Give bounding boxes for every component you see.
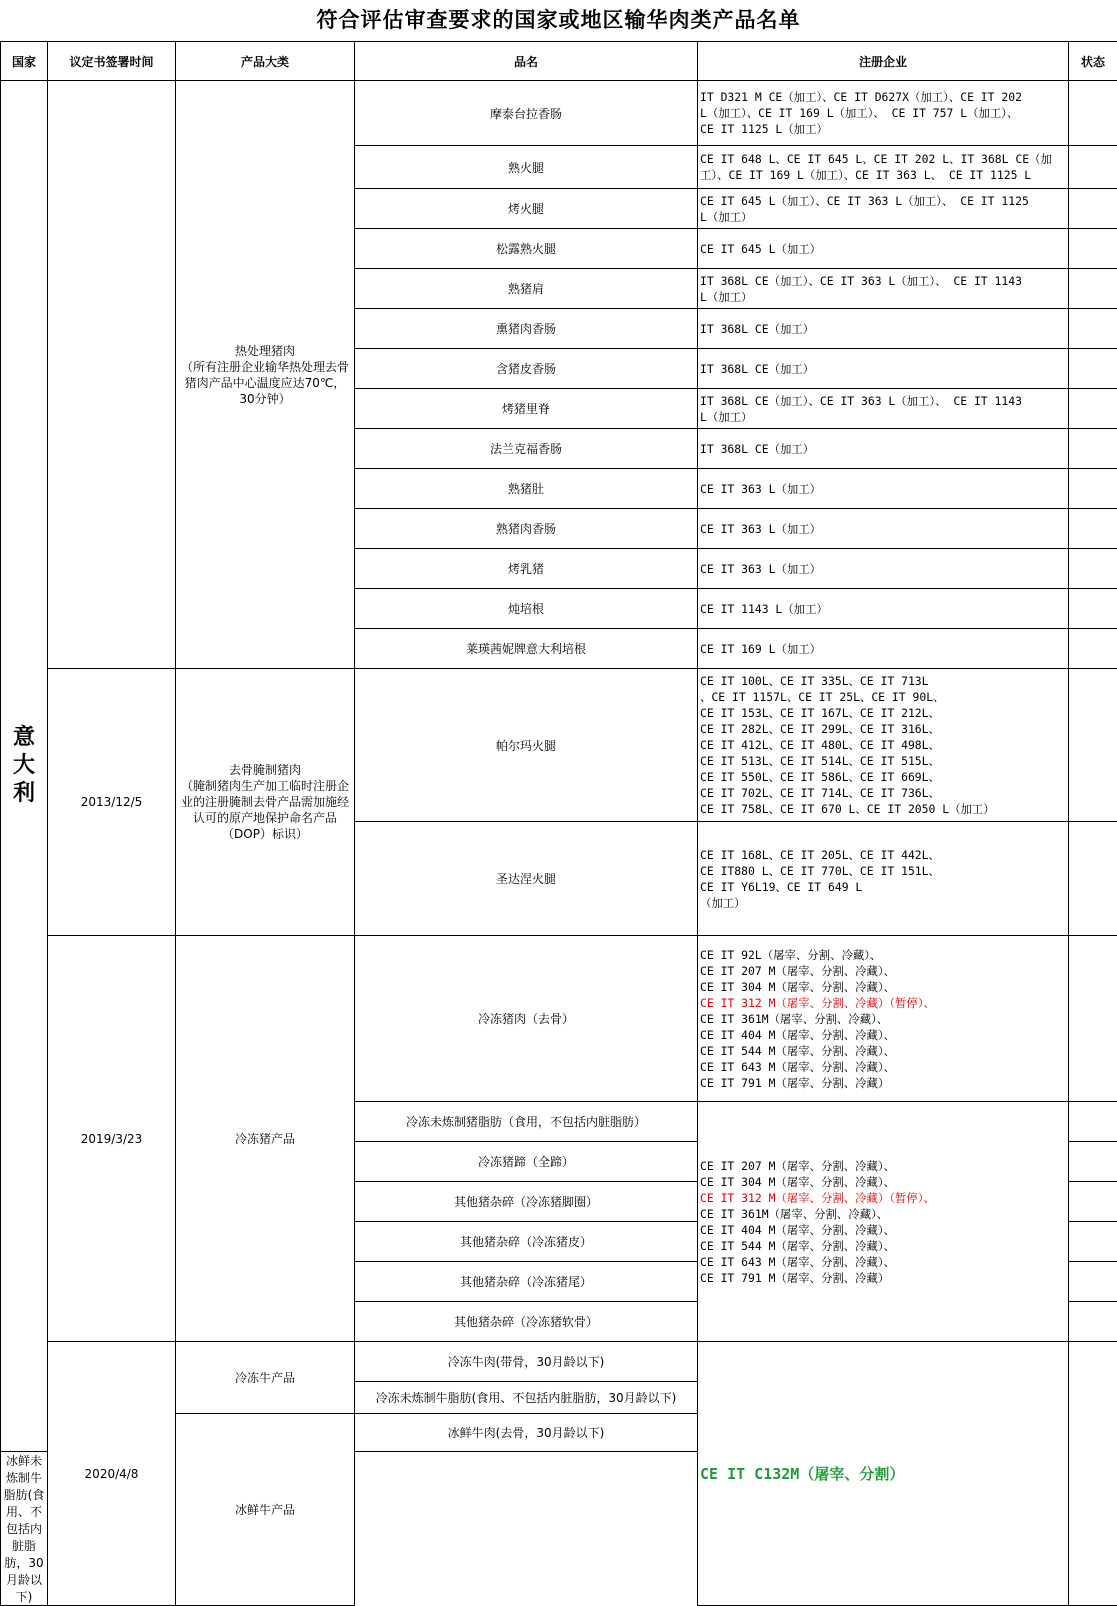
enterprise-cell: CE IT 363 L（加工）	[698, 509, 1069, 549]
status-cell	[1069, 81, 1117, 146]
product-name: 冷冻牛肉(带骨，30月龄以下)	[355, 1342, 698, 1382]
product-name: 炖培根	[355, 589, 698, 629]
header-row	[1, 42, 1117, 81]
table-row	[1, 1342, 1117, 1382]
product-name: 熟猪肉香肠	[355, 509, 698, 549]
status-cell	[1069, 629, 1117, 669]
status-cell	[1069, 1222, 1117, 1262]
product-name: 其他猪杂碎（冷冻猪尾）	[355, 1262, 698, 1302]
enterprise-list: CE IT 361M（屠宰、分割、冷藏）、 CE IT 404 M（屠宰、分割、冷藏）、 CE IT 544 M（屠宰、分割、冷藏）、 CE IT 643 M（屠宰、分割、冷藏）、 CE IT 791 M（屠宰、分割、冷藏）	[700, 1207, 895, 1285]
product-name: 烤火腿	[355, 189, 698, 229]
status-cell	[1069, 1182, 1117, 1222]
product-name: 熏猪肉香肠	[355, 309, 698, 349]
status-cell	[1069, 669, 1117, 822]
header-product-name: 品名	[355, 42, 698, 81]
header-status: 状态	[1069, 42, 1117, 81]
product-name: 冰鲜未炼制牛脂肪(食用、不包括内脏脂肪，30月龄以下)	[1, 1452, 48, 1606]
product-name: 松露熟火腿	[355, 229, 698, 269]
product-name: 冷冻未炼制牛脂肪(食用、不包括内脏脂肪，30月龄以下)	[355, 1382, 698, 1414]
enterprise-cell	[698, 936, 1069, 1102]
category-cell: 去骨腌制猪肉 （腌制猪肉生产加工临时注册企业的注册腌制去骨产品需加施经认可的原产地保护命名产品（DOP）标识）	[176, 669, 355, 936]
table-row	[1, 669, 1117, 822]
product-name: 烤乳猪	[355, 549, 698, 589]
header-category: 产品大类	[176, 42, 355, 81]
enterprise-cell: IT 368L CE（加工）、CE IT 363 L（加工）、 CE IT 1143 L（加工）	[698, 269, 1069, 309]
status-cell	[1069, 549, 1117, 589]
enterprise-list: CE IT 207 M（屠宰、分割、冷藏）、 CE IT 304 M（屠宰、分割、冷藏）、	[700, 1159, 895, 1189]
date-cell: 2020/4/8	[48, 1342, 176, 1606]
header-country: 国家	[1, 42, 48, 81]
table-row	[1, 81, 1117, 146]
product-name: 其他猪杂碎（冷冻猪脚圈）	[355, 1182, 698, 1222]
product-name: 冷冻猪肉（去骨）	[355, 936, 698, 1102]
category-cell: 冰鲜牛产品	[176, 1414, 355, 1606]
header-date: 议定书签署时间	[48, 42, 176, 81]
enterprise-cell: CE IT 100L、CE IT 335L、CE IT 713L 、CE IT 1157L、CE IT 25L、CE IT 90L、 CE IT 153L、CE IT 167L、CE IT 212L、 CE IT 282L、CE IT 299L、CE IT 316L、 CE IT 412L、CE IT 480L、CE IT 498L、 CE IT 513L、CE IT 514L、CE IT 515L、 CE IT 550L、CE IT 586L、CE IT 669L、 CE IT 702L、CE IT 714L、CE IT 736L、 CE IT 758L、CE IT 670 L、CE IT 2050 L（加工）	[698, 669, 1069, 822]
enterprise-cell: IT D321 M CE（加工）、CE IT D627X（加工）、CE IT 202 L（加工）、CE IT 169 L（加工）、 CE IT 757 L（加工）、 CE IT 1125 L（加工）	[698, 81, 1069, 146]
product-name: 其他猪杂碎（冷冻猪软骨）	[355, 1302, 698, 1342]
enterprise-cell: CE IT 363 L（加工）	[698, 469, 1069, 509]
enterprise-cell: IT 368L CE（加工）、CE IT 363 L（加工）、 CE IT 1143 L（加工）	[698, 389, 1069, 429]
status-cell	[1069, 146, 1117, 189]
status-cell	[1069, 1302, 1117, 1342]
enterprise-list: CE IT 92L（屠宰、分割、冷藏）、 CE IT 207 M（屠宰、分割、冷藏）、 CE IT 304 M（屠宰、分割、冷藏）、	[700, 948, 895, 994]
table-row	[1, 936, 1117, 1102]
category-cell: 冷冻牛产品	[176, 1342, 355, 1414]
enterprise-cell: IT 368L CE（加工）	[698, 429, 1069, 469]
enterprise-cell: CE IT 363 L（加工）	[698, 549, 1069, 589]
country-cell	[1, 81, 48, 1452]
product-name: 冷冻猪蹄（全蹄）	[355, 1142, 698, 1182]
enterprise-cell: CE IT 645 L（加工）、CE IT 363 L（加工）、 CE IT 1125 L（加工）	[698, 189, 1069, 229]
enterprise-cell: CE IT 1143 L（加工）	[698, 589, 1069, 629]
category-cell: 冷冻猪产品	[176, 936, 355, 1342]
enterprise-cell: CE IT 648 L、CE IT 645 L、CE IT 202 L、IT 368L CE（加 工）、CE IT 169 L（加工）、CE IT 363 L、 CE IT 1125 L	[698, 146, 1069, 189]
product-name: 熟猪肚	[355, 469, 698, 509]
status-cell	[1069, 1102, 1117, 1142]
enterprise-cell: IT 368L CE（加工）	[698, 309, 1069, 349]
product-name: 烤猪里脊	[355, 389, 698, 429]
status-cell	[1069, 1262, 1117, 1302]
status-cell	[1069, 309, 1117, 349]
product-name: 其他猪杂碎（冷冻猪皮）	[355, 1222, 698, 1262]
enterprise-cell: IT 368L CE（加工）	[698, 349, 1069, 389]
enterprise-cell: CE IT 168L、CE IT 205L、CE IT 442L、 CE IT880 L、CE IT 770L、CE IT 151L、 CE IT Y6L19、CE IT 649 L （加工）	[698, 822, 1069, 936]
header-enterprise: 注册企业	[698, 42, 1069, 81]
country-name	[1, 724, 47, 808]
status-cell	[1069, 269, 1117, 309]
status-cell	[1069, 822, 1117, 936]
status-cell	[1069, 389, 1117, 429]
product-name: 含猪皮香肠	[355, 349, 698, 389]
product-name: 摩泰台拉香肠	[355, 81, 698, 146]
country-char: 利	[1, 780, 47, 808]
product-table	[0, 41, 1117, 1606]
status-cell	[1069, 469, 1117, 509]
country-char: 意	[1, 724, 47, 752]
enterprise-list: CE IT 361M（屠宰、分割、冷藏）、 CE IT 404 M（屠宰、分割、冷藏）、 CE IT 544 M（屠宰、分割、冷藏）、 CE IT 643 M（屠宰、分割、冷藏）、 CE IT 791 M（屠宰、分割、冷藏）	[700, 1012, 895, 1090]
product-name: 法兰克福香肠	[355, 429, 698, 469]
page-title: 符合评估审查要求的国家或地区输华肉类产品名单	[0, 0, 1117, 41]
status-cell	[1069, 589, 1117, 629]
date-cell-empty	[48, 81, 176, 669]
status-cell	[1069, 1342, 1117, 1606]
status-cell	[1069, 1142, 1117, 1182]
enterprise-cell: CE IT 645 L（加工）	[698, 229, 1069, 269]
product-name: 熟猪肩	[355, 269, 698, 309]
status-cell	[1069, 189, 1117, 229]
status-cell	[1069, 936, 1117, 1102]
status-cell	[1069, 349, 1117, 389]
suspended-enterprise: CE IT 312 M（屠宰、分割、冷藏）（暂停）、	[700, 1191, 935, 1205]
product-name: 冷冻未炼制猪脂肪（食用，不包括内脏脂肪）	[355, 1102, 698, 1142]
country-char: 大	[1, 752, 47, 780]
suspended-enterprise: CE IT 312 M（屠宰、分割、冷藏）（暂停）、	[700, 996, 935, 1010]
product-name: 圣达涅火腿	[355, 822, 698, 936]
enterprise-cell-highlight: CE IT C132M（屠宰、分割）	[698, 1342, 1069, 1606]
status-cell	[1069, 429, 1117, 469]
status-cell	[1069, 509, 1117, 549]
product-name: 帕尔玛火腿	[355, 669, 698, 822]
enterprise-cell	[698, 1102, 1069, 1342]
product-name: 冰鲜牛肉(去骨，30月龄以下)	[355, 1414, 698, 1452]
product-name: 莱瑛茜妮牌意大利培根	[355, 629, 698, 669]
enterprise-cell: CE IT 169 L（加工）	[698, 629, 1069, 669]
date-cell: 2019/3/23	[48, 936, 176, 1342]
product-name: 熟火腿	[355, 146, 698, 189]
status-cell	[1069, 229, 1117, 269]
category-cell: 热处理猪肉 （所有注册企业输华热处理去骨猪肉产品中心温度应达70℃，30分钟）	[176, 81, 355, 669]
date-cell: 2013/12/5	[48, 669, 176, 936]
